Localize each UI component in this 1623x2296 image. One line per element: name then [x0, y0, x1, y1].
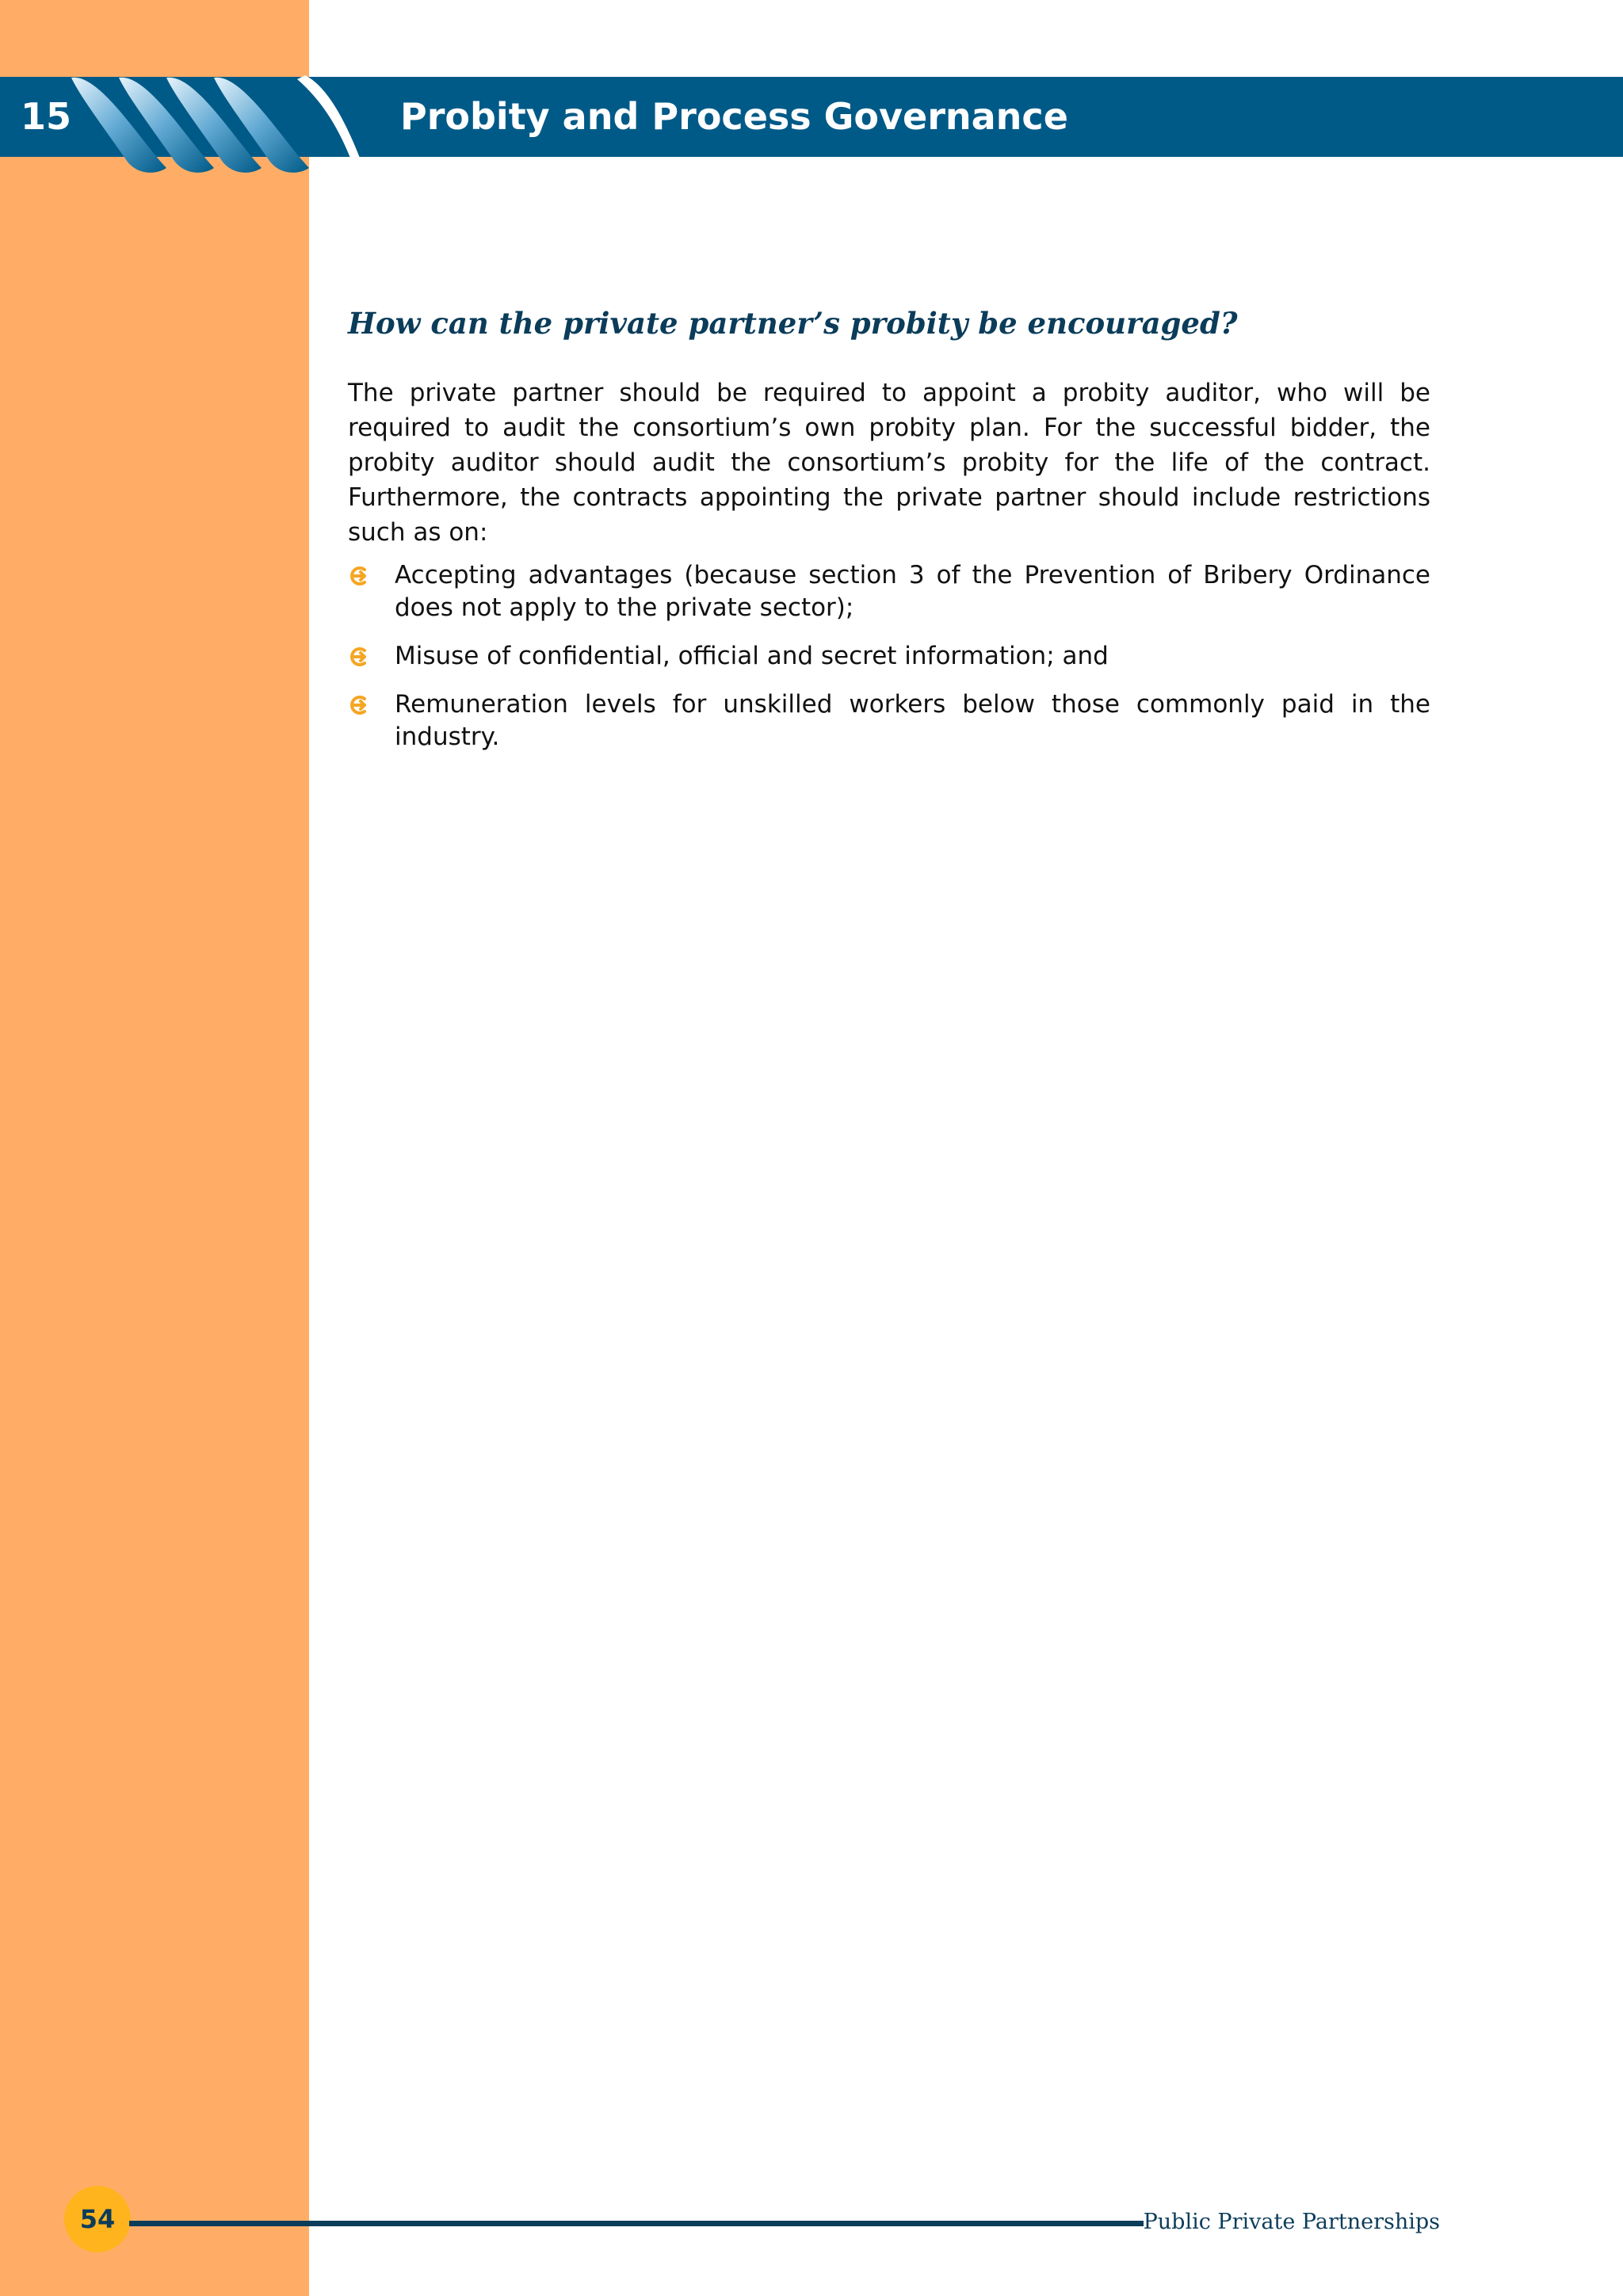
list-item-text: Remuneration levels for unskilled workers below those commonly paid in the industry.	[395, 690, 1430, 751]
swoosh-stripes-icon	[55, 63, 372, 182]
section-question-heading: How can the private partner’s probity be encouraged?	[348, 306, 1238, 341]
list-item	[348, 559, 1430, 624]
arrow-circle-right-icon	[348, 693, 372, 717]
list-item	[348, 640, 1430, 673]
footer-publication-title: Public Private Partnerships	[1143, 2210, 1440, 2234]
main-content	[348, 299, 1430, 769]
chapter-number: 15	[21, 95, 72, 138]
sidebar-band	[0, 0, 309, 2296]
chapter-title: Probity and Process Governance	[400, 95, 1068, 138]
body-paragraph: The private partner should be required to appoint a probity auditor, who will be required to audit the consortium’s own probity plan. For the successful bidder, the probity auditor should audit the consortium’s probity for the life of the contract. Furthermore, the contracts appointing the private partner should include restrictions such as on:	[348, 379, 1430, 547]
list-item-text: Misuse of confidential, official and secret information; and	[395, 642, 1109, 670]
list-item-text: Accepting advantages (because section 3 of the Prevention of Bribery Ordinance does not apply to the private sector);	[395, 561, 1430, 622]
arrow-circle-right-icon	[348, 564, 372, 588]
restrictions-list	[348, 559, 1430, 753]
list-item	[348, 688, 1430, 753]
arrow-circle-right-icon	[348, 645, 372, 669]
page-number-badge: 54	[64, 2186, 131, 2252]
footer-rule	[129, 2221, 1144, 2226]
